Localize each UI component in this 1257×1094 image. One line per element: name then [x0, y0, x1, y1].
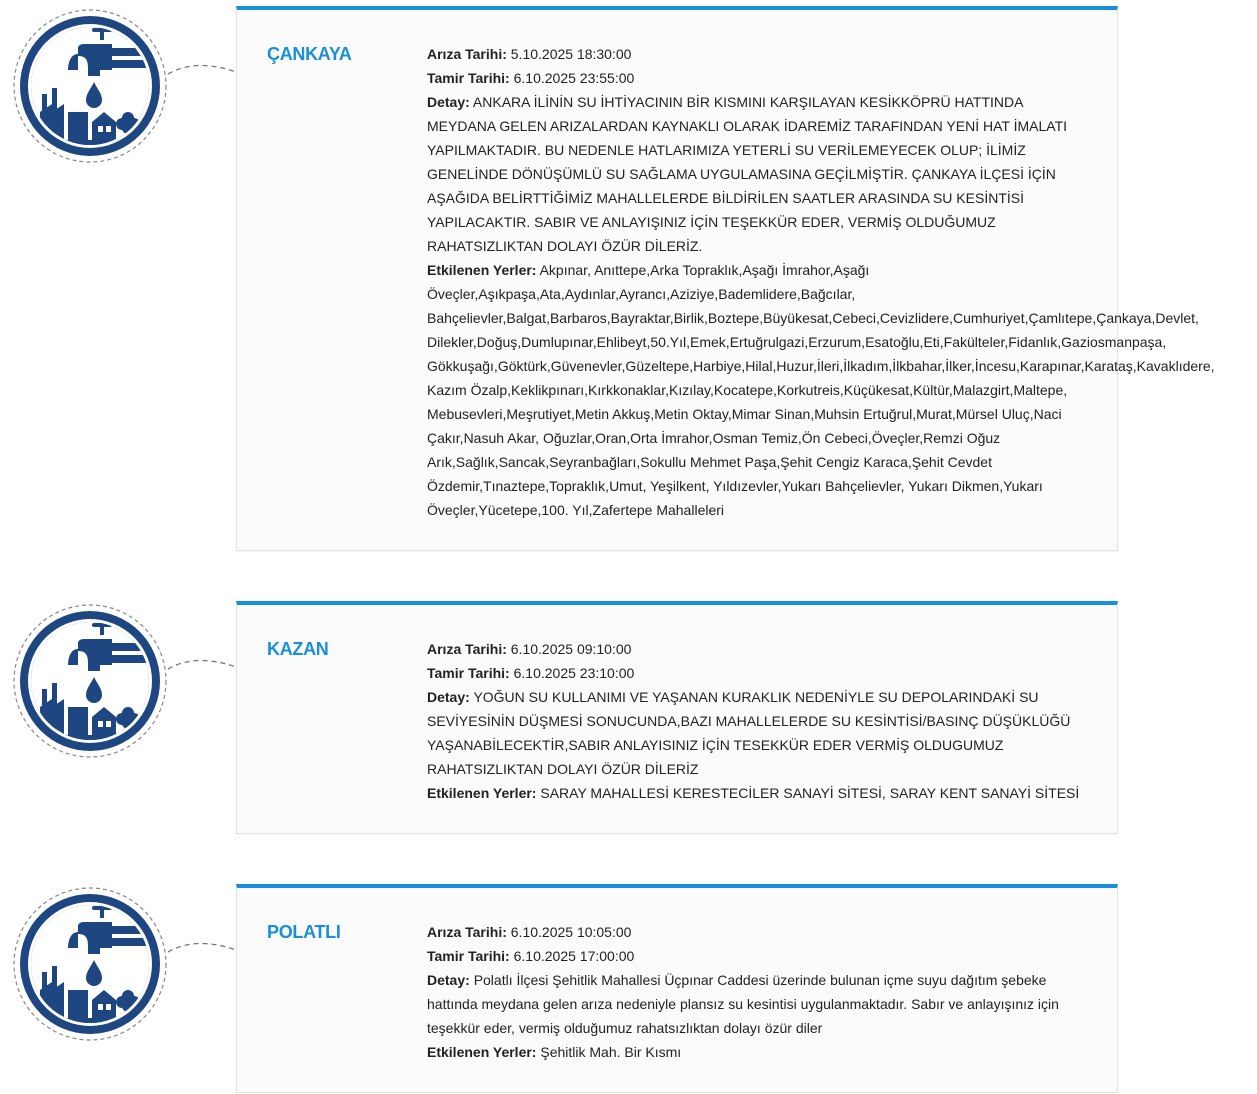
outage-details	[427, 637, 1095, 805]
dashed-connector	[166, 938, 238, 958]
etkilenen-label: Etkilenen Yerler:	[427, 262, 537, 278]
detay-label: Detay:	[427, 94, 470, 110]
ariza-label: Arıza Tarihi:	[427, 924, 507, 940]
dashed-connector	[166, 655, 238, 675]
etkilenen-text: Akpınar, Anıttepe,Arka Topraklık,Aşağı İmrahor,Aşağı Öveçler,Aşıkpaşa,Ata,Aydınlar,Ayrancı,Aziziye,Bademlidere,Bağcılar, Bahçelievler,Balgat,Barbaros,Bayraktar,Birlik,Boztepe,Büyükesat,Cebeci,Cevizlidere,Cumhuriyet,Çamlıtepe,Çankaya,Devlet, Dilekler,Doğuş,Dumlupınar,Ehlibeyt,50.Yıl,Emek,Ertuğrulgazi,Erzurum,Esatoğlu,Eti,Fakülteler,Fidanlık,Gaziosmanpaşa, Gökkuşağı,Göktürk,Güvenevler,Güzeltepe,Harbiye,Hilal,Huzur,İleri,İlkadım,İlkbahar,İlker,İncesu,Karapınar,Karataş,Kavaklıdere, Kazım Özalp,Keklikpınarı,Kırkkonaklar,Kızılay,Kocatepe,Korkutreis,Küçükesat,Kültür,Malazgirt,Maltepe, Mebusevleri,Meşrutiyet,Metin Akkuş,Metin Oktay,Mimar Sinan,Muhsin Ertuğrul,Murat,Mürsel Uluç,Naci Çakır,Nasuh Akar, Oğuzlar,Oran,Orta İmrahor,Osman Temiz,Ön Cebeci,Öveçler,Remzi Oğuz Arık,Sağlık,Sancak,Seyranbağları,Sokullu Mehmet Paşa,Şehit Cengiz Karaca,Şehit Cevdet Özdemir,Tınaztepe,Topraklık,Umut, Yeşilkent, Yıldızevler,Yukarı Bahçelievler, Yukarı Dikmen,Yukarı Öveçler,Yücetepe,100. Yıl,Zafertepe Mahalleleri	[427, 262, 1215, 518]
dashed-connector	[166, 60, 238, 80]
detay-text: YOĞUN SU KULLANIMI VE YAŞANAN KURAKLIK NEDENİYLE SU DEPOLARINDAKİ SU SEVİYESİNİN DÜŞMESİ SONUCUNDA,BAZI MAHALLELERDE SU KESİNTİSİ/BASINÇ DÜŞÜKLÜĞÜ YAŞANABİLECEKTİR,SABIR ANLAYISINIZ İÇİN TESEKKÜR EDER VERMİŞ OLDUGUMUZ RAHATSIZLIKTAN DOLAYI ÖZÜR DİLERİZ	[427, 689, 1071, 777]
etkilenen-text: Şehitlik Mah. Bir Kısmı	[540, 1044, 682, 1060]
ariza-date: 5.10.2025 18:30:00	[510, 46, 632, 62]
detay-label: Detay:	[427, 689, 470, 705]
ariza-label: Arıza Tarihi:	[427, 641, 507, 657]
ariza-label: Arıza Tarihi:	[427, 46, 507, 62]
district-name: ÇANKAYA	[267, 44, 352, 64]
district-name: KAZAN	[267, 639, 329, 659]
etkilenen-text: SARAY MAHALLESİ KERESTECİLER SANAYİ SİTESİ, SARAY KENT SANAYİ SİTESİ	[540, 785, 1080, 801]
ariza-date: 6.10.2025 09:10:00	[510, 641, 632, 657]
tamir-date: 6.10.2025 23:55:00	[513, 70, 635, 86]
etkilenen-label: Etkilenen Yerler:	[427, 1044, 537, 1060]
outage-card	[236, 6, 1215, 551]
outage-details	[427, 42, 1215, 522]
detay-text: ANKARA İLİNİN SU İHTİYACININ BİR KISMINI KARŞILAYAN KESİKKÖPRÜ HATTINDA MEYDANA GELEN ARIZALARDAN KAYNAKLI OLARAK İDAREMİZ TARAFINDAN YENİ HAT İMALATI YAPILMAKTADIR. BU NEDENLE HATLARIMIZA YETERLİ SU VERİLEMEYECEK OLUP; İLİMİZ GENELİNDE DÖNÜŞÜMLÜ SU SAĞLAMA UYGULAMASINA GEÇİLMİŞTİR. ÇANKAYA İLÇESİ İÇİN AŞAĞIDA BELİRTTİĞİMİZ MAHALLELERDE BİLDİRİLEN SAATLER ARASINDA SU KESİNTİSİ YAPILACAKTIR. SABIR VE ANLAYIŞINIZ İÇİN TEŞEKKÜR EDER, VERMİŞ OLDUĞUMUZ RAHATSIZLIKTAN DOLAYI ÖZÜR DİLERİZ.	[427, 94, 1068, 254]
tamir-label: Tamir Tarihi:	[427, 948, 510, 964]
tamir-date: 6.10.2025 23:10:00	[513, 665, 635, 681]
tamir-date: 6.10.2025 17:00:00	[513, 948, 635, 964]
tamir-label: Tamir Tarihi:	[427, 665, 510, 681]
water-tap-city-icon	[12, 886, 168, 1042]
water-tap-city-icon	[12, 603, 168, 759]
ariza-date: 6.10.2025 10:05:00	[510, 924, 632, 940]
etkilenen-label: Etkilenen Yerler:	[427, 785, 537, 801]
detay-text: Polatlı İlçesi Şehitlik Mahallesi Üçpınar Caddesi üzerinde bulunan içme suyu dağıtım şebeke hattında meydana gelen arıza nedeniyle plansız su kesintisi uygulanmaktadır. Sabır ve anlayışınız için teşekkür eder, vermiş olduğumuz rahatsızlıktan dolayı özür diler	[427, 972, 1059, 1036]
detay-label: Detay:	[427, 972, 470, 988]
outage-details	[427, 920, 1095, 1064]
outage-card	[236, 601, 1118, 834]
district-name: POLATLI	[267, 922, 341, 942]
tamir-label: Tamir Tarihi:	[427, 70, 510, 86]
water-tap-city-icon	[12, 8, 168, 164]
outage-card	[236, 884, 1118, 1093]
